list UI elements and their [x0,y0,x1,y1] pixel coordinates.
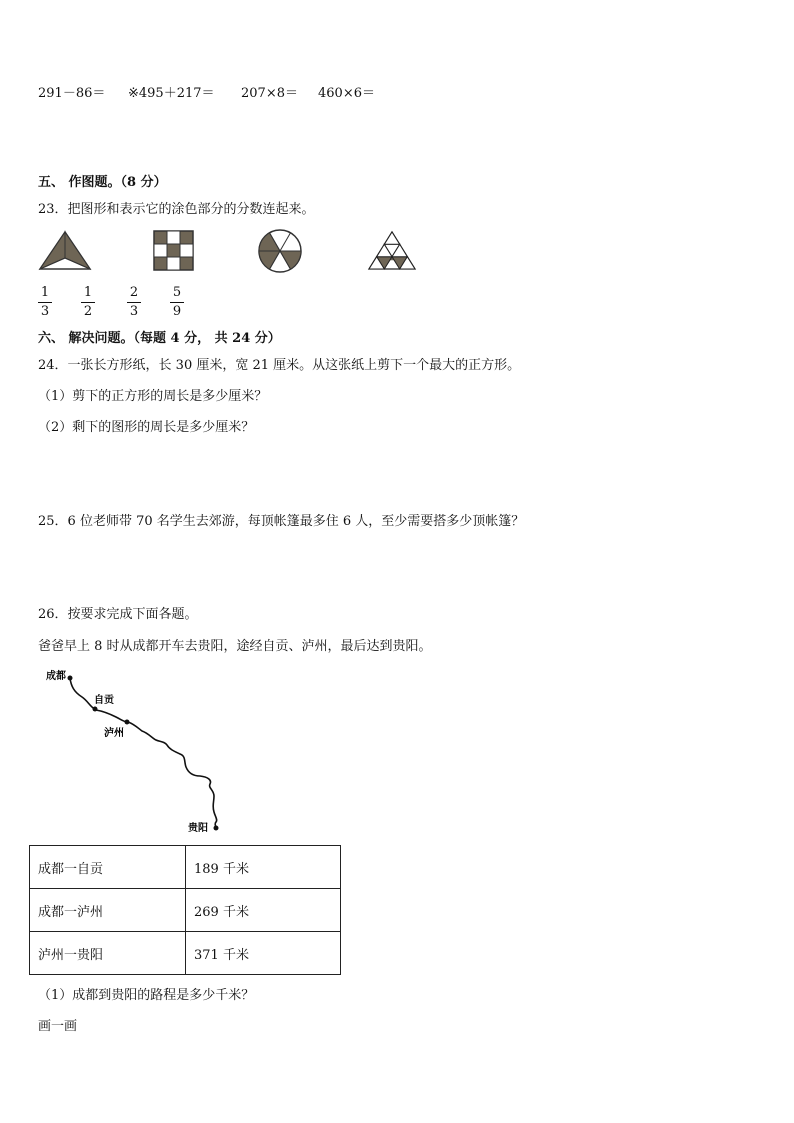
fraction-denominator: 3 [129,304,139,319]
triangle-grid-icon [367,230,417,272]
table-cell-route: 成都一泸州 [30,889,186,932]
table-cell-distance: 189 千米 [186,846,341,889]
calc-3: 207×8＝ [241,86,298,101]
table-row [30,889,341,932]
triangle-icon [38,230,92,272]
q23-text: 23．把图形和表示它的涂色部分的分数连起来。 [38,202,315,217]
table-row [30,932,341,975]
q26-text: 26．按要求完成下面各题。 [38,607,198,622]
q26-intro: 爸爸早上 8 时从成都开车去贵阳，途经自贡、泸州，最后达到贵阳。 [38,639,432,654]
q25-text: 25．6 位老师带 70 名学生去郊游，每顶帐篷最多住 6 人，至少需要搭多少顶帐篷？ [38,514,525,529]
chengdu-dot-icon [68,676,73,681]
fraction-denominator: 2 [83,304,93,319]
table-cell-distance: 269 千米 [186,889,341,932]
route-map [40,664,240,836]
calc-2: ※495＋217＝ [128,86,215,101]
q24-sub2: （2）剩下的图形的周长是多少厘米？ [38,420,255,435]
map-label-zigong: 自贡 [94,695,114,706]
fraction-4 [170,285,184,320]
fraction-numerator: 1 [40,285,50,300]
table-cell-distance: 371 千米 [186,932,341,975]
zigong-dot-icon [93,707,98,712]
guiyang-dot-icon [214,826,219,831]
table-row [30,846,341,889]
fraction-numerator: 2 [129,285,139,300]
circle-icon [257,228,303,274]
map-label-guiyang: 贵阳 [188,823,208,834]
table-cell-route: 泸州一贵阳 [30,932,186,975]
grid-square-icon [153,230,195,272]
map-label-chengdu: 成都 [46,671,66,682]
luzhou-dot-icon [125,720,130,725]
section6-heading: 六、 解决问题。（每题 4 分， 共 24 分） [38,331,281,346]
fraction-3 [127,285,141,320]
calc-1: 291－86＝ [38,86,106,101]
table-cell-route: 成都一自贡 [30,846,186,889]
fraction-2 [81,285,95,320]
q26-sub1: （1）成都到贵阳的路程是多少千米？ [38,988,255,1003]
q24-sub1: （1）剪下的正方形的周长是多少厘米？ [38,389,268,404]
section5-heading: 五、 作图题。（8 分） [38,175,167,190]
map-label-luzhou: 泸州 [104,728,124,739]
draw-label: 画一画 [38,1019,78,1034]
route-line [70,678,217,828]
q24-text: 24．一张长方形纸，长 30 厘米，宽 21 厘米。从这张纸上剪下一个最大的正方形。 [38,358,521,373]
fraction-denominator: 3 [40,304,50,319]
distance-table [29,845,341,975]
calc-4: 460×6＝ [318,86,375,101]
fraction-numerator: 1 [83,285,93,300]
fraction-numerator: 5 [172,285,182,300]
fraction-denominator: 9 [172,304,182,319]
fraction-1 [38,285,52,320]
